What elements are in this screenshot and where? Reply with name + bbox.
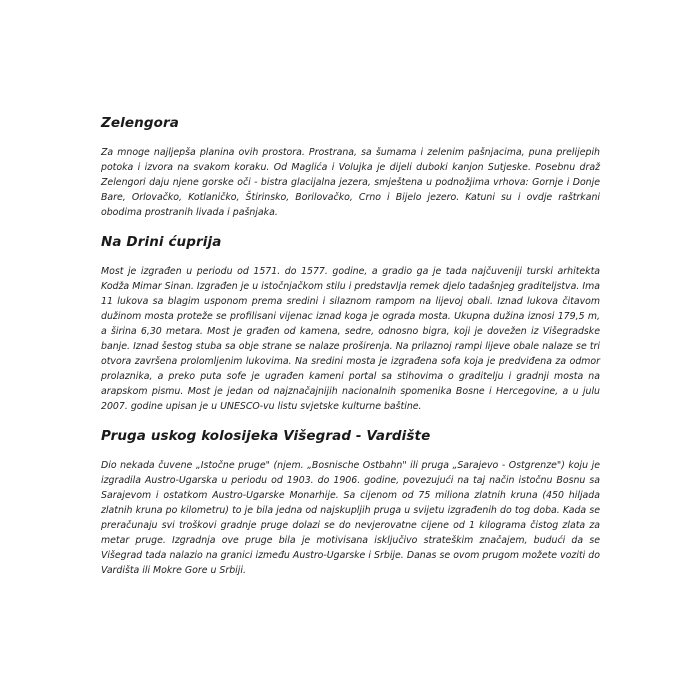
section-heading: Zelengora (101, 115, 179, 131)
section-pruga-visegrad-vardiste (101, 428, 600, 578)
section-body: Za mnoge najljepša planina ovih prostora. Prostrana, sa šumama i zelenim pašnjacima, puna prelijepih potoka i izvora na svakom koraku. Od Maglića i Volujka je dijeli duboki kanjon Sutjeske. Posebnu draž Zelengori daju njene gorske oči - bistra glacijalna jezera, smještena u podnožjima vrhova: Gornje i Donje Bare, Orlovačko, Kotlaničko, Štirinsko, Borilovačko, Crno i Bijelo jezero. Katuni su i ovdje raštrkani obodima prostranih livada i pašnjaka. (101, 147, 600, 218)
section-zelengora (101, 115, 600, 220)
section-body: Most je izgrađen u periodu od 1571. do 1577. godine, a gradio ga je tada najčuveniji turski arhitekta Kodža Mimar Sinan. Izgrađen je u istočnjačkom stilu i predstavlja remek djelo tadašnjeg graditeljstva. Ima 11 lukova sa blagim usponom prema sredini i silaznom rampom na lijevoj obali. Iznad lukova čitavom dužinom mosta proteže se profilisani vijenac iznad koga je ograda mosta. Ukupna dužina iznosi 179,5 m, a širina 6,30 metara. Most je građen od kamena, sedre, odnosno bigra, koji je dovežen iz Višegradske banje. Iznad šestog stuba sa obje strane se nalaze proširenja. Na prilaznoj rampi lijeve obale nalaze se tri otvora završena prolomljenim lukovima. Na sredini mosta je izgrađena sofa koja je predviđena za odmor prolaznika, a preko puta sofe je ugrađen kameni portal sa stihovima o graditelju i gradnji mosta na arapskom pismu. Most je jedan od najznačajnijih nacionalnih spomenika Bosne i Hercegovine, a u julu 2007. godine upisan je u UNESCO-vu listu svjetske kulturne baštine. (101, 266, 600, 412)
section-heading: Na Drini ćuprija (101, 234, 222, 250)
section-heading: Pruga uskog kolosijeka Višegrad - Vardište (101, 428, 431, 444)
section-body: Dio nekada čuvene „Istočne pruge" (njem. „Bosnische Ostbahn" ili pruga „Sarajevo - Ostgrenze") koju je izgradila Austro-Ugarska u periodu od 1903. do 1906. godine, povezujući na taj način istočnu Bosnu sa Sarajevom i ostatkom Austro-Ugarske Monarhije. Sa cijenom od 75 miliona zlatnih kruna (450 hiljada zlatnih kruna po kilometru) to je bila jedna od najskupljih pruga u svijetu izgrađenih do tog doba. Kada se preračunaju svi troškovi gradnje pruge dolazi se do nevjerovatne cijene od 1 kilograma čistog zlata za metar pruge. Izgradnja ove pruge bila je motivisana isključivo strateškim značajem, budući da se Višegrad tada nalazio na granici između Austro-Ugarske i Srbije. Danas se ovom prugom možete voziti do Vardišta ili Mokre Gore u Srbiji. (101, 460, 600, 576)
section-na-drini-cuprija (101, 234, 600, 414)
